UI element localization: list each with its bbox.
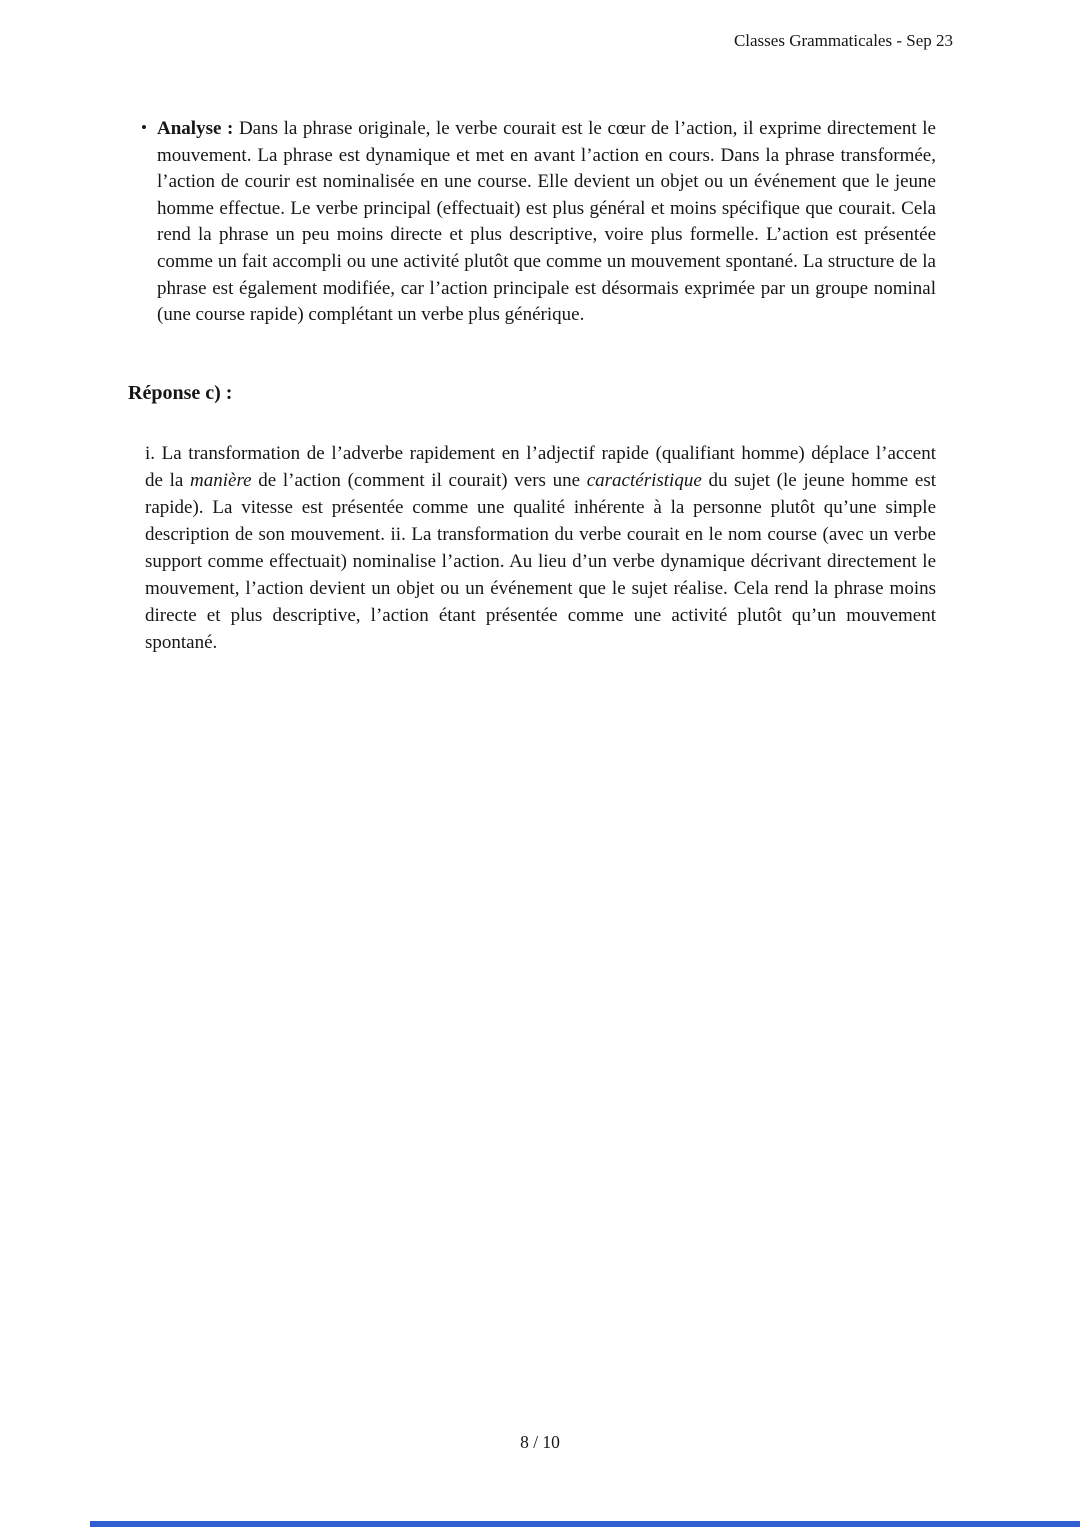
page-content <box>128 116 936 656</box>
response-c-heading: Réponse c) : <box>128 381 233 404</box>
bullet-marker: • <box>141 118 147 137</box>
analysis-label: Analyse : <box>157 118 234 139</box>
page-number: 8 / 10 <box>520 1432 560 1452</box>
running-header: Classes Grammaticales - Sep 23 <box>733 31 953 50</box>
answer-paragraph: i. La transformation de l’adverbe rapidement en l’adjectif rapide (qualifiant homme) déplace l’accent de la manière de l’action (comment il courait) vers une caractéristique du sujet (le jeune homme est rapide). La vitesse est présentée comme une qualité inhérente à la personne plutôt qu’une simple description de son mouvement. ii. La transformation du verbe courait en le nom course (avec un verbe support comme effectuait) nominalise l’action. Au lieu d’un verbe dynamique décrivant directement le mouvement, l’action devient un objet ou un événement que le sujet réalise. Cela rend la phrase moins directe et plus descriptive, l’action étant présentée comme une activité plutôt qu’un mouvement spontané. <box>145 442 937 653</box>
analysis-bullet-item <box>128 116 936 329</box>
bottom-bar <box>90 1521 1080 1527</box>
analysis-text: Dans la phrase originale, le verbe courait est le cœur de l’action, il exprime directement le mouvement. La phrase est dynamique et met en avant l’action en cours. Dans la phrase transformée, l’action de courir est nominalisée en une course. Elle devient un objet ou un événement que le jeune homme effectue. Le verbe principal (effectuait) est plus général et moins spécifique que courait. Cela rend la phrase un peu moins directe et plus descriptive, voire plus formelle. L’action est présentée comme un fait accompli ou une activité plutôt que comme un mouvement spontané. La structure de la phrase est également modifiée, car l’action principale est désormais exprimée par un groupe nominal (une course rapide) complétant un verbe plus générique. <box>157 118 936 326</box>
